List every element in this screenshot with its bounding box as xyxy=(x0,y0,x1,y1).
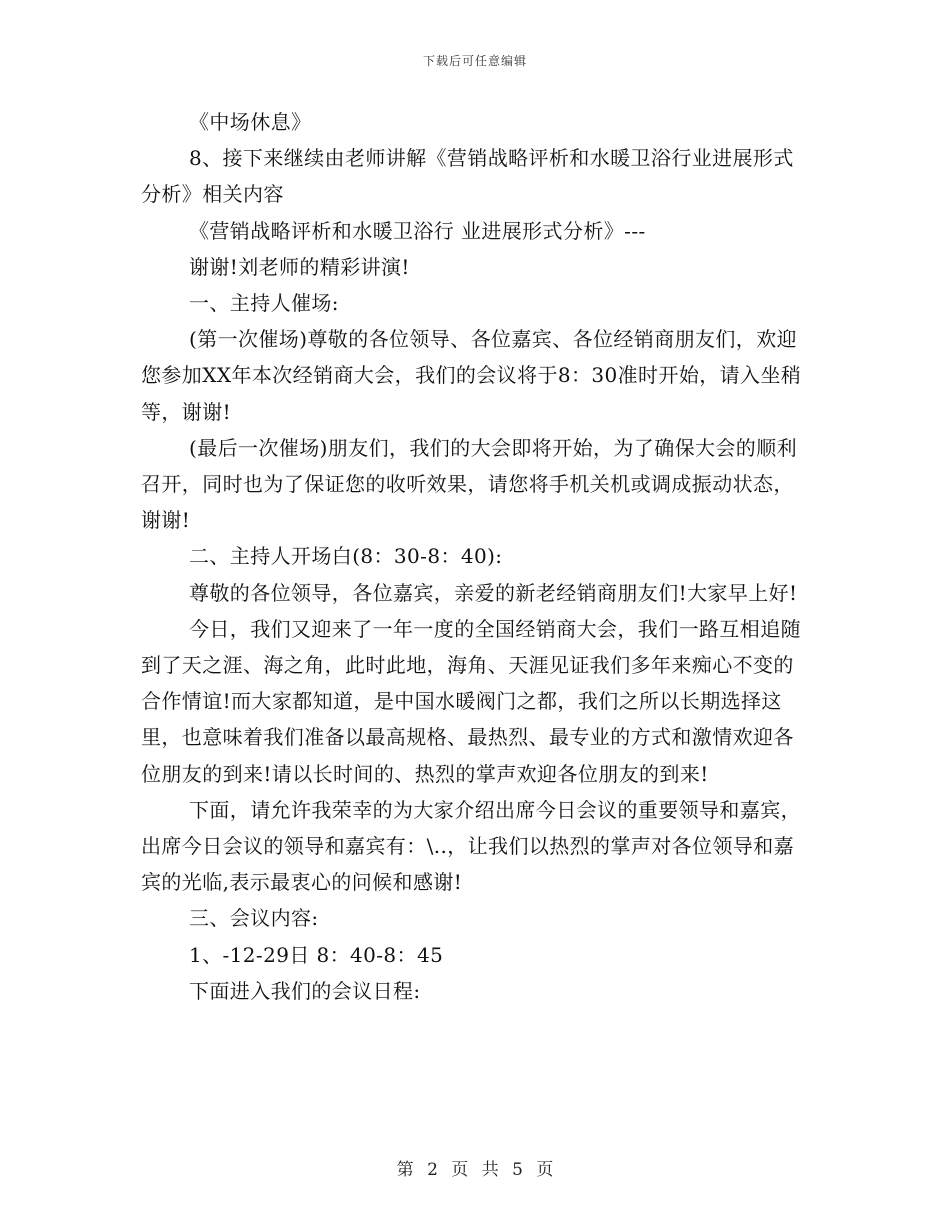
paragraph: 下面进入我们的会议日程: xyxy=(189,978,421,1003)
document-body xyxy=(141,104,809,1009)
paragraph: (第一次催场)尊敬的各位领导、各位嘉宾、各位经销商朋友们，欢迎您参加XX年本次经销商大会，我们的会议将于8：30准时开始，请入坐稍等，谢谢! xyxy=(141,327,802,424)
footer-total-unit: 页 xyxy=(536,1160,554,1180)
page-footer xyxy=(0,1155,950,1180)
footer-page-number: 2 xyxy=(427,1160,438,1180)
paragraph: 尊敬的各位领导，各位嘉宾，亲爱的新老经销商朋友们!大家早上好! xyxy=(189,580,798,605)
paragraph: 二、主持人开场白(8：30-8：40): xyxy=(189,544,503,569)
footer-page-unit: 页 xyxy=(451,1160,469,1180)
paragraph: 1、-12-29日 8：40-8：45 xyxy=(189,942,444,967)
header-note: 下载后可任意编辑 xyxy=(422,54,527,68)
paragraph: 三、会议内容: xyxy=(189,906,319,931)
page-header xyxy=(0,52,950,69)
paragraph: 谢谢!刘老师的精彩讲演! xyxy=(189,254,410,279)
paragraph: 今日，我们又迎来了一年一度的全国经销商大会，我们一路互相追随到了天之涯、海之角，此时此地，海角、天涯见证我们多年来痴心不变的合作情谊!而大家都知道，是中国水暖阀门之都，我们之所以长期选择这里，也意味着我们准备以最高规格、最热烈、最专业的方式和激情欢迎各位朋友的到来!请以长时间的、热烈的掌声欢迎各位朋友的到来! xyxy=(141,616,801,786)
footer-prefix: 第 xyxy=(396,1160,414,1180)
paragraph: (最后一次催场)朋友们，我们的大会即将开始，为了确保大会的顺利召开，同时也为了保证您的收听效果，请您将手机关机或调成振动状态，谢谢! xyxy=(141,435,798,533)
paragraph: 下面，请允许我荣幸的为大家介绍出席今日会议的重要领导和嘉宾，出席今日会议的领导和嘉宾有：\..，让我们以热烈的掌声对各位领导和嘉宾的光临,表示最衷心的问候和感谢! xyxy=(141,797,801,895)
footer-total-prefix: 共 xyxy=(481,1160,499,1180)
paragraph: 《营销战略评析和水暖卫浴行 业进展形式分析》--- xyxy=(189,218,646,243)
footer-total-pages: 5 xyxy=(512,1160,523,1180)
paragraph: 《中场休息》 xyxy=(189,110,312,134)
paragraph: 一、主持人催场: xyxy=(189,291,339,316)
paragraph: 8、接下来继续由老师讲解《营销战略评析和水暖卫浴行业进展形式分析》相关内容 xyxy=(141,146,794,207)
